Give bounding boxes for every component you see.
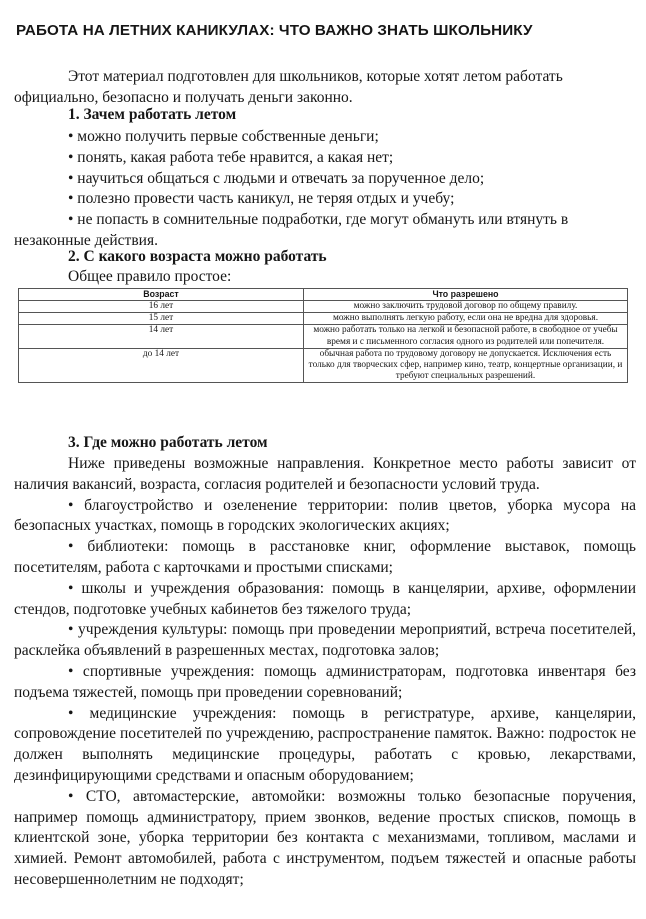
table-row bbox=[19, 325, 628, 348]
list-item: • понять, какая работа тебе нравится, а какая нет; bbox=[68, 148, 394, 166]
list-item: • школы и учреждения образования: помощь в канцелярии, архиве, оформлении стендов, подготовке учебных кабинетов без тяжелого труда; bbox=[14, 579, 636, 618]
list-item: • можно получить первые собственные деньги; bbox=[68, 128, 379, 145]
table-header-row bbox=[19, 289, 628, 301]
intro-line-1: Этот материал подготовлен для школьников, которые хотят летом работать bbox=[68, 68, 563, 85]
section2-rule-text: Общее правило простое: bbox=[68, 268, 232, 285]
allowed-cell: обычная работа по трудовому договору не допускается. Исключения есть только для творческих сфер, например кино, театр, концертные организации, и требуют специальных разрешений. bbox=[304, 348, 628, 383]
list-item-continuation: незаконные действия. bbox=[14, 231, 158, 249]
allowed-cell: можно выполнять легкую работу, если она не вредна для здоровья. bbox=[304, 313, 628, 325]
table-row bbox=[19, 348, 628, 383]
column-header-allowed: Что разрешено bbox=[304, 289, 628, 301]
intro-paragraph bbox=[14, 66, 638, 108]
section1-bullet-list bbox=[14, 127, 640, 252]
age-cell: 14 лет bbox=[19, 325, 304, 348]
section2-heading: 2. С какого возраста можно работать bbox=[68, 248, 327, 265]
section3-intro: Ниже приведены возможные направления. Конкретное место работы зависит от наличия вакансий, возраста, согласия родителей и безопасности условий труда. bbox=[14, 455, 636, 493]
age-cell: 16 лет bbox=[19, 301, 304, 313]
section1-heading: 1. Зачем работать летом bbox=[68, 106, 237, 123]
allowed-cell: можно работать только на легкой и безопасной работе, в свободное от учебы время и с письменного согласия одного из родителей или попечителя. bbox=[304, 325, 628, 348]
list-item: • спортивные учреждения: помощь администраторам, подготовка инвентаря без подъема тяжестей, помощь при проведении соревнований; bbox=[14, 662, 636, 701]
intro-line-2: официально, безопасно и получать деньги законно. bbox=[14, 89, 353, 106]
allowed-cell: можно заключить трудовой договор по общему правилу. bbox=[304, 301, 628, 313]
table-row bbox=[19, 313, 628, 325]
list-item: • полезно провести часть каникул, не теряя отдых и учебу; bbox=[68, 190, 455, 208]
list-item: • не попасть в сомнительные подработки, где могут обмануть или втянуть в bbox=[68, 211, 569, 229]
list-item: • благоустройство и озеленение территории: полив цветов, уборка мусора на безопасных участках, помощь в городских экологических акциях; bbox=[14, 496, 636, 535]
list-item: • СТО, автомастерские, автомойки: возможны только безопасные поручения, например помощь администратору, прием звонков, ведение простых списков, помощь в клиентской зоне, уборка территории без контакта с механизмами, топливом, маслами и химией. Ремонт автомобилей, работа с инструментом, подъем тяжестей и опасные работы несовершеннолетним не подходят; bbox=[14, 787, 636, 888]
table-row bbox=[19, 301, 628, 313]
document-title: РАБОТА НА ЛЕТНИХ КАНИКУЛАХ: ЧТО ВАЖНО ЗНАТЬ ШКОЛЬНИКУ bbox=[16, 22, 533, 39]
column-header-age: Возраст bbox=[19, 289, 304, 301]
list-item: • научиться общаться с людьми и отвечать за порученное дело; bbox=[68, 169, 485, 187]
list-item: • медицинские учреждения: помощь в регистратуре, архиве, канцелярии, сопровождение посетителей по учреждению, распространение памяток. Важно: подросток не должен выполнять медицинские процедуры, работать с кровью, лекарствами, дезинфицирующими средствами и опасным оборудованием; bbox=[14, 704, 636, 784]
age-cell: 15 лет bbox=[19, 313, 304, 325]
age-cell: до 14 лет bbox=[19, 348, 304, 383]
age-table bbox=[18, 288, 628, 383]
list-item: • библиотеки: помощь в расстановке книг, оформление выставок, помощь посетителям, работа с карточками и простыми списками; bbox=[14, 538, 636, 576]
section3-body bbox=[14, 454, 636, 891]
section3-heading: 3. Где можно работать летом bbox=[68, 434, 268, 451]
list-item: • учреждения культуры: помощь при проведении мероприятий, встреча посетителей, расклейка объявлений в разрешенных местах, подготовка залов; bbox=[14, 621, 636, 660]
